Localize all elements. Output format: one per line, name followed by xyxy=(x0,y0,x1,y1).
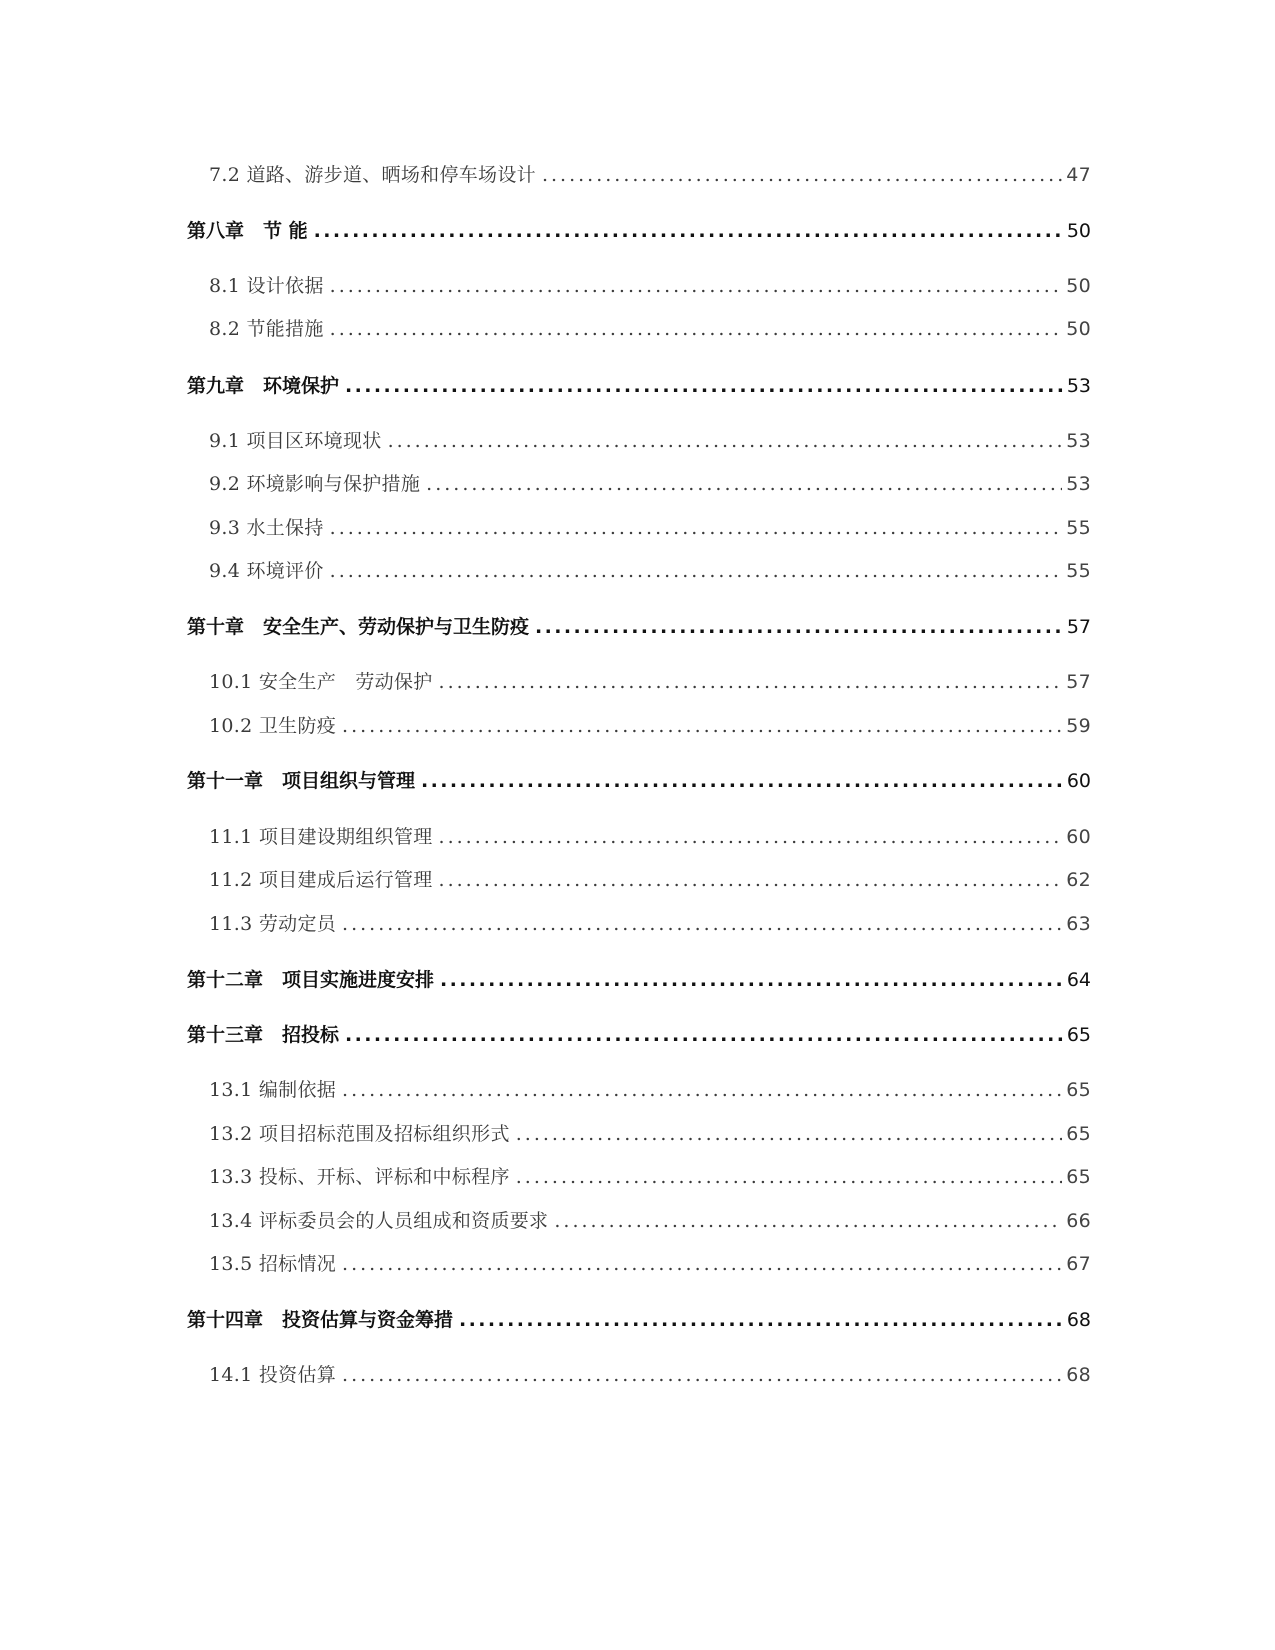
toc-chapter-title: 第十四章 投资估算与资金筹措 xyxy=(187,1309,454,1331)
toc-entry-page: 60 xyxy=(1066,826,1091,848)
toc-entry-13-5[interactable] xyxy=(209,1249,1091,1279)
toc-entry-9-3[interactable] xyxy=(209,513,1091,543)
toc-chapter-title: 第十一章 项目组织与管理 xyxy=(187,770,416,792)
toc-entry-title: 7.2 道路、游步道、晒场和停车场设计 xyxy=(209,164,536,186)
toc-entry-title: 13.1 编制依据 xyxy=(209,1079,337,1101)
toc-entry-page: 67 xyxy=(1066,1253,1091,1275)
dot-leader xyxy=(426,469,1062,499)
toc-entry-9-4[interactable] xyxy=(209,556,1091,586)
toc-entry-page: 62 xyxy=(1066,869,1091,891)
toc-entry-page: 50 xyxy=(1066,275,1091,297)
toc-chapter-10[interactable] xyxy=(187,612,1091,642)
toc-entry-title: 10.2 卫生防疫 xyxy=(209,715,337,737)
toc-entry-title: 11.1 项目建设期组织管理 xyxy=(209,826,433,848)
toc-entry-page: 63 xyxy=(1066,913,1091,935)
dot-leader xyxy=(554,1206,1062,1236)
toc-entry-8-2[interactable] xyxy=(209,314,1091,344)
toc-chapter-11[interactable] xyxy=(187,766,1091,796)
toc-chapter-title: 第十三章 招投标 xyxy=(187,1024,340,1046)
toc-chapter-page: 50 xyxy=(1066,220,1091,242)
toc-entry-title: 11.2 项目建成后运行管理 xyxy=(209,869,433,891)
toc-entry-page: 66 xyxy=(1066,1210,1091,1232)
toc-entry-page: 50 xyxy=(1066,318,1091,340)
toc-entry-page: 47 xyxy=(1066,164,1091,186)
dot-leader xyxy=(459,1305,1063,1335)
toc-chapter-title: 第八章 节 能 xyxy=(187,220,308,242)
toc-chapter-title: 第九章 环境保护 xyxy=(187,375,340,397)
dot-leader xyxy=(330,314,1063,344)
toc-chapter-9[interactable] xyxy=(187,371,1091,401)
dot-leader xyxy=(440,965,1063,995)
dot-leader xyxy=(342,1249,1062,1279)
toc-entry-title: 10.1 安全生产 劳动保护 xyxy=(209,671,433,693)
toc-entry-page: 65 xyxy=(1066,1166,1091,1188)
toc-entry-title: 13.4 评标委员会的人员组成和资质要求 xyxy=(209,1210,549,1232)
dot-leader xyxy=(439,822,1063,852)
toc-entry-page: 57 xyxy=(1066,671,1091,693)
dot-leader xyxy=(330,271,1063,301)
toc-entry-page: 53 xyxy=(1066,473,1091,495)
toc-entry-title: 8.2 节能措施 xyxy=(209,318,324,340)
toc-entry-page: 59 xyxy=(1066,715,1091,737)
toc-entry-title: 13.3 投标、开标、评标和中标程序 xyxy=(209,1166,510,1188)
toc-entry-title: 8.1 设计依据 xyxy=(209,275,324,297)
toc-entry-11-1[interactable] xyxy=(209,822,1091,852)
toc-entry-9-2[interactable] xyxy=(209,469,1091,499)
dot-leader xyxy=(388,426,1063,456)
toc-chapter-title: 第十二章 项目实施进度安排 xyxy=(187,969,435,991)
toc-entry-title: 13.2 项目招标范围及招标组织形式 xyxy=(209,1123,510,1145)
dot-leader xyxy=(421,766,1063,796)
dot-leader xyxy=(342,909,1062,939)
toc-chapter-page: 53 xyxy=(1066,375,1091,397)
toc-entry-page: 55 xyxy=(1066,560,1091,582)
toc-chapter-page: 68 xyxy=(1066,1309,1091,1331)
toc-entry-title: 13.5 招标情况 xyxy=(209,1253,337,1275)
toc-entry-title: 9.4 环境评价 xyxy=(209,560,324,582)
toc-entry-title: 9.3 水土保持 xyxy=(209,517,324,539)
toc-entry-title: 14.1 投资估算 xyxy=(209,1364,337,1386)
toc-entry-14-1[interactable] xyxy=(209,1360,1091,1390)
dot-leader xyxy=(345,1020,1063,1050)
dot-leader xyxy=(535,612,1063,642)
toc-entry-10-2[interactable] xyxy=(209,711,1091,741)
toc-entry-8-1[interactable] xyxy=(209,271,1091,301)
toc-chapter-page: 65 xyxy=(1066,1024,1091,1046)
toc-entry-9-1[interactable] xyxy=(209,426,1091,456)
toc-entry-13-2[interactable] xyxy=(209,1119,1091,1149)
toc-chapter-12[interactable] xyxy=(187,965,1091,995)
dot-leader xyxy=(330,513,1063,543)
toc-entry-11-3[interactable] xyxy=(209,909,1091,939)
toc-entry-7-2[interactable] xyxy=(209,160,1091,190)
toc-entry-page: 65 xyxy=(1066,1123,1091,1145)
toc-entry-13-1[interactable] xyxy=(209,1075,1091,1105)
toc-entry-page: 65 xyxy=(1066,1079,1091,1101)
dot-leader xyxy=(516,1162,1062,1192)
toc-chapter-14[interactable] xyxy=(187,1305,1091,1335)
dot-leader xyxy=(439,667,1063,697)
toc-chapter-8[interactable] xyxy=(187,216,1091,246)
dot-leader xyxy=(314,216,1063,246)
toc-entry-13-3[interactable] xyxy=(209,1162,1091,1192)
dot-leader xyxy=(542,160,1062,190)
dot-leader xyxy=(439,865,1063,895)
toc-chapter-title: 第十章 安全生产、劳动保护与卫生防疫 xyxy=(187,616,530,638)
dot-leader xyxy=(516,1119,1062,1149)
toc-chapter-13[interactable] xyxy=(187,1020,1091,1050)
dot-leader xyxy=(342,711,1062,741)
toc-entry-10-1[interactable] xyxy=(209,667,1091,697)
toc-chapter-page: 57 xyxy=(1066,616,1091,638)
dot-leader xyxy=(342,1360,1062,1390)
toc-entry-page: 68 xyxy=(1066,1364,1091,1386)
toc-chapter-page: 64 xyxy=(1066,969,1091,991)
toc-entry-title: 9.1 项目区环境现状 xyxy=(209,430,382,452)
dot-leader xyxy=(342,1075,1062,1105)
dot-leader xyxy=(330,556,1063,586)
toc-entry-11-2[interactable] xyxy=(209,865,1091,895)
toc-entry-13-4[interactable] xyxy=(209,1206,1091,1236)
dot-leader xyxy=(345,371,1063,401)
toc-entry-title: 9.2 环境影响与保护措施 xyxy=(209,473,421,495)
toc-entry-title: 11.3 劳动定员 xyxy=(209,913,337,935)
toc-entry-page: 55 xyxy=(1066,517,1091,539)
toc-chapter-page: 60 xyxy=(1066,770,1091,792)
toc-entry-page: 53 xyxy=(1066,430,1091,452)
